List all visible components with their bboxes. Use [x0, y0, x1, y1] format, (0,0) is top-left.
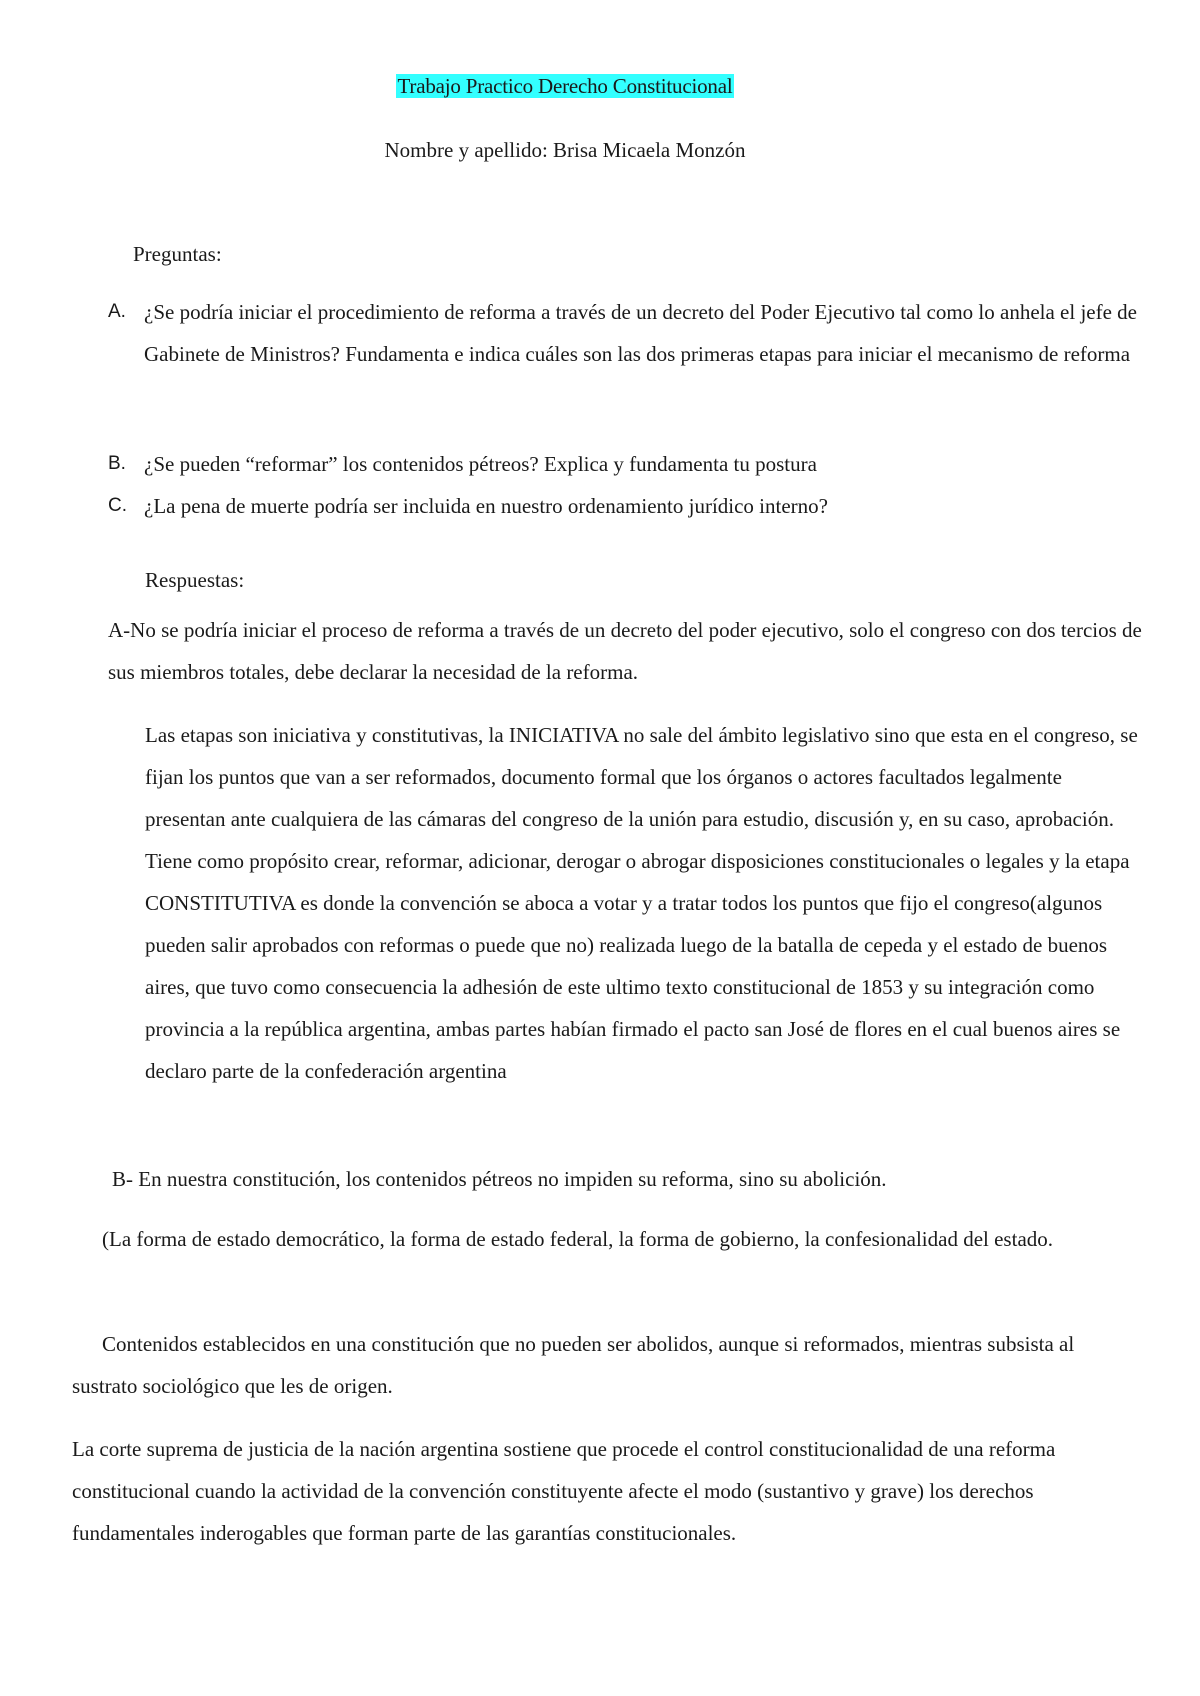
question-letter: C.: [108, 495, 127, 516]
answers-heading: Respuestas:: [145, 568, 245, 592]
question-letter: B.: [108, 453, 126, 474]
document-title: Trabajo Practico Derecho Constitucional: [397, 74, 733, 98]
answer-a-detail: Las etapas son iniciativa y constitutivas, la INICIATIVA no sale del ámbito legislativo sino que esta en el congreso, se fijan los puntos que van a ser reformados, documento formal que los órganos o actores facultados legalmente presentan ante cualquiera de las cámaras del congreso de la unión para estudio, discusión y, en su caso, aprobación. Tiene como propósito crear, reformar, adicionar, derogar o abrogar disposiciones constitucionales o legales y la etapa CONSTITUTIVA es donde la convención se aboca a votar y a tratar todos los puntos que fijo el congreso(algunos pueden salir aprobados con reformas o puede que no) realizada luego de la batalla de cepeda y el estado de buenos aires, que tuvo como consecuencia la adhesión de este ultimo texto constitucional de 1853 y su integración como provincia a la república argentina, ambas partes habían firmado el pacto san José de flores en el cual buenos aires se declaro parte de la confederación argentina: [145, 723, 1138, 1083]
question-text: ¿La pena de muerte podría ser incluida en nuestro ordenamiento jurídico interno?: [144, 494, 828, 518]
author-line: Nombre y apellido: Brisa Micaela Monzón: [384, 138, 746, 162]
title-block: [0, 72, 1130, 100]
questions-heading: Preguntas:: [133, 242, 222, 266]
answer-b-court: La corte suprema de justicia de la nación argentina sostiene que procede el control constitucionalidad de una reforma constitucional cuando la actividad de la convención constituyente afecte el modo (sustantivo y grave) los derechos fundamentales inderogables que forman parte de las garantías constitucionales.: [72, 1437, 1056, 1545]
question-text: ¿Se podría iniciar el procedimiento de reforma a través de un decreto del Poder Ejecutivo tal como lo anhela el jefe de Gabinete de Ministros? Fundamenta e indica cuáles son las dos primeras etapas para iniciar el mecanismo de reforma: [144, 300, 1137, 366]
question-text: ¿Se pueden “reformar” los contenidos pétreos? Explica y fundamenta tu postura: [144, 452, 817, 476]
answer-b-definition: Contenidos establecidos en una constitución que no pueden ser abolidos, aunque si reformados, mientras subsista al sustrato sociológico que les de origen.: [72, 1332, 1075, 1398]
answer-b-list: (La forma de estado democrático, la forma de estado federal, la forma de gobierno, la confesionalidad del estado.: [102, 1227, 1054, 1251]
answer-b-intro: B- En nuestra constitución, los contenidos pétreos no impiden su reforma, sino su abolición.: [112, 1167, 887, 1191]
question-letter: A.: [108, 301, 126, 322]
answer-a-intro: A-No se podría iniciar el proceso de reforma a través de un decreto del poder ejecutivo, solo el congreso con dos tercios de sus miembros totales, debe declarar la necesidad de la reforma.: [108, 618, 1142, 684]
